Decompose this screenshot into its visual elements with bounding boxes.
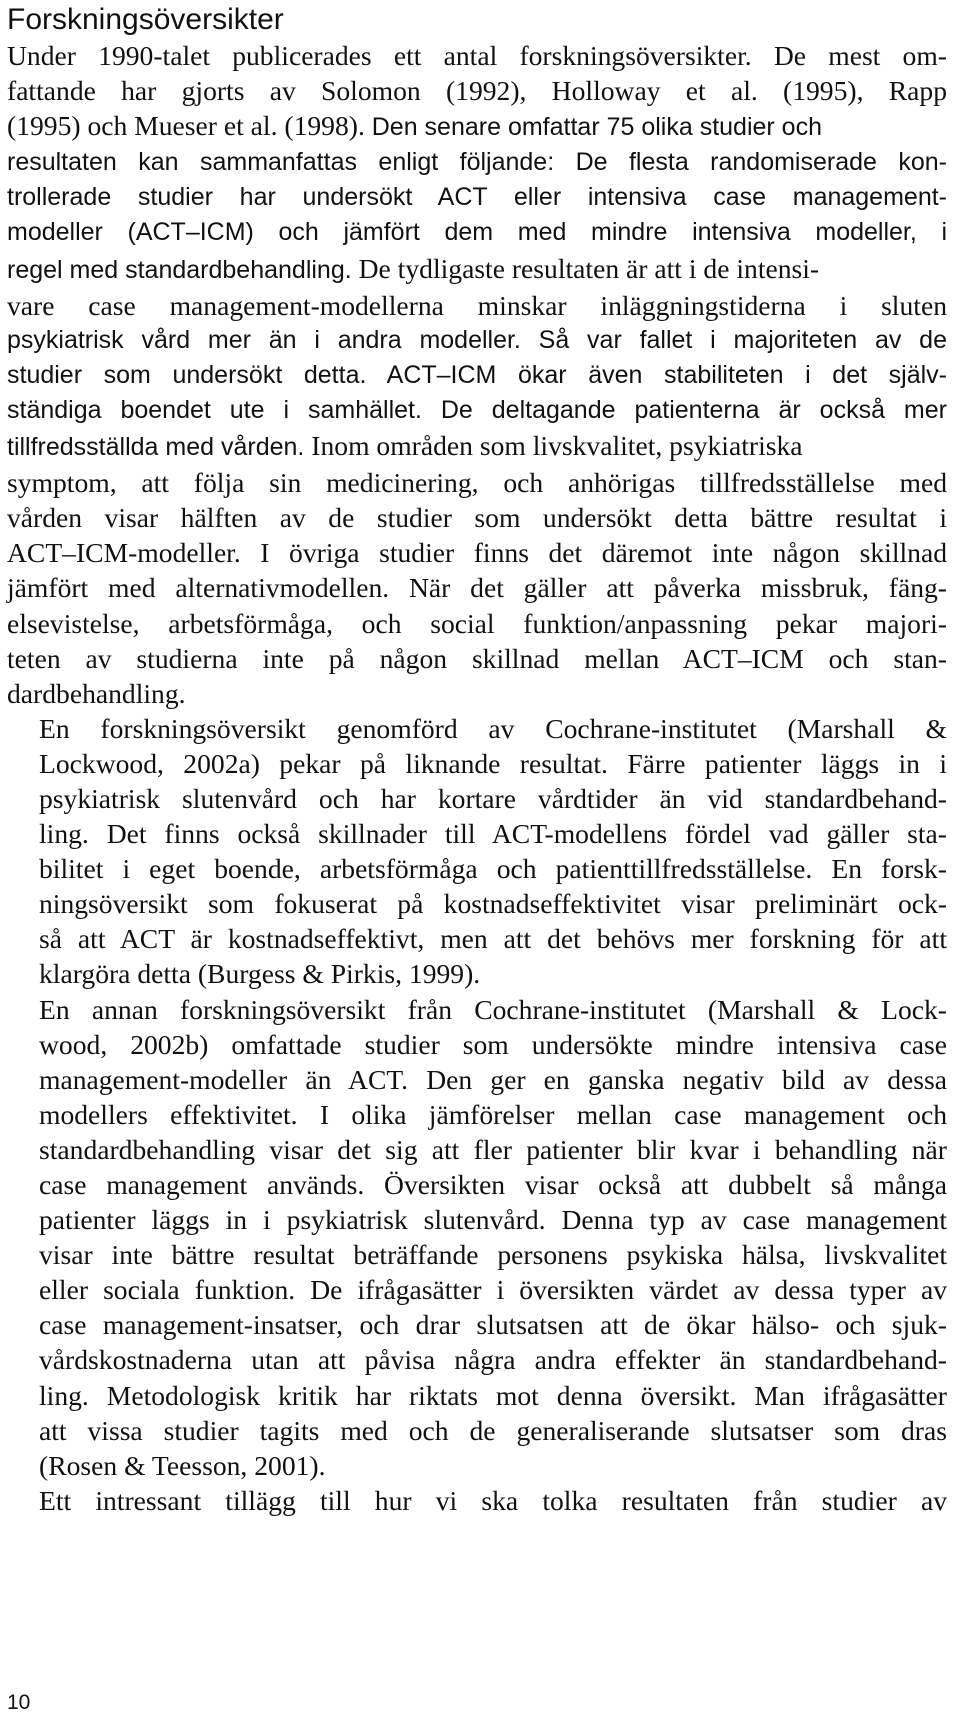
section-heading: Forskningsöversikter (7, 3, 284, 36)
text-line: Lockwood, 2002a) pekar på liknande resultat. Färre patienter läggs in i (39, 747, 947, 779)
text-line: Under 1990-talet publicerades ett antal forskningsöversikter. De mest om- (7, 40, 947, 71)
text-line: psykiatrisk vård mer än i andra modeller. Så var fallet i majoriteten av de (7, 325, 947, 354)
text-line: visar inte bättre resultat beträffande personens psykiska hälsa, livskvalitet (39, 1239, 947, 1271)
text-line: case management-insatser, och drar slutsatsen att de ökar hälso- och sjuk- (39, 1309, 947, 1341)
text-line: att vissa studier tagits med och de generaliserande slutsatser som dras (39, 1414, 947, 1446)
text-line: så att ACT är kostnadseffektivt, men att det behövs mer forskning för att (39, 923, 947, 955)
text-line: management-modeller än ACT. Den ger en ganska negativ bild av dessa (39, 1063, 947, 1095)
text-line: modeller (ACT–ICM) och jämfört dem med mindre intensiva modeller, i (7, 218, 947, 247)
text-line: studier som undersökt detta. ACT–ICM ökar även stabiliteten i det själv- (7, 360, 947, 389)
text-line: standardbehandling visar det sig att fler patienter blir kvar i behandling när (39, 1133, 947, 1165)
text-line: klargöra detta (Burgess & Pirkis, 1999). (39, 958, 481, 990)
text-line: En annan forskningsöversikt från Cochrane-institutet (Marshall & Lock- (39, 993, 947, 1025)
text-line: wood, 2002b) omfattade studier som undersökte mindre intensiva case (39, 1028, 947, 1060)
text-line: modellers effektivitet. I olika jämförelser mellan case management och (39, 1098, 947, 1130)
text-line: ningsöversikt som fokuserat på kostnadseffektivitet visar preliminärt ock- (39, 888, 947, 920)
paragraph-3 (7, 992, 947, 1483)
text-line: tillfredsställda med vården. Inom områden som livskvalitet, psykiatriska (7, 430, 803, 462)
text-line: trollerade studier har undersökt ACT eller intensiva case management- (7, 183, 947, 212)
text-line: En forskningsöversikt genomförd av Cochrane-institutet (Marshall & (39, 712, 947, 744)
text-line: vare case management-modellerna minskar inläggningstiderna i sluten (7, 289, 947, 321)
text-line: eller sociala funktion. De ifrågasätter i översikten värdet av dessa typer av (39, 1274, 947, 1306)
text-line: resultaten kan sammanfattas enligt följande: De flesta randomiserade kon- (7, 148, 947, 177)
paragraph-2 (7, 711, 947, 992)
text-line: (Rosen & Teesson, 2001). (39, 1449, 326, 1481)
text-line: (1995) och Mueser et al. (1998). Den senare omfattar 75 olika studier och (7, 110, 822, 142)
text-line: Ett intressant tillägg till hur vi ska tolka resultaten från studier av (39, 1484, 947, 1516)
text-line: vården visar hälften av de studier som undersökt detta bättre resultat i (7, 502, 947, 534)
text-line: symptom, att följa sin medicinering, och anhörigas tillfredsställelse med (7, 467, 947, 499)
text-line: jämfört med alternativmodellen. När det gäller att påverka missbruk, fäng- (7, 572, 947, 604)
text-line: vårdskostnaderna utan att påvisa några andra effekter än standardbehand- (39, 1344, 947, 1376)
text-line: teten av studierna inte på någon skillnad mellan ACT–ICM och stan- (7, 642, 947, 674)
text-line: patienter läggs in i psykiatrisk slutenvård. Denna typ av case management (39, 1204, 947, 1236)
body-text (7, 38, 947, 1518)
text-line: regel med standardbehandling. De tydligaste resultaten är att i de intensi- (7, 252, 820, 284)
text-line: ling. Metodologisk kritik har riktats mot denna översikt. Man ifrågasätter (39, 1379, 947, 1411)
page-number: 10 (7, 1691, 31, 1714)
text-line: bilitet i eget boende, arbetsförmåga och patienttillfredsställelse. En forsk- (39, 853, 947, 885)
text-line: case management används. Översikten visar också att dubbelt så många (39, 1169, 947, 1200)
text-line: dardbehandling. (7, 677, 186, 709)
text-line: ling. Det finns också skillnader till ACT-modellens fördel vad gäller sta- (39, 818, 947, 850)
paragraph-4 (7, 1483, 947, 1518)
text-line: ständiga boendet ute i samhället. De deltagande patienterna är också mer (7, 395, 947, 424)
text-line: fattande har gjorts av Solomon (1992), Holloway et al. (1995), Rapp (7, 75, 947, 107)
paragraph-1 (7, 38, 947, 711)
text-line: elsevistelse, arbetsförmåga, och social funktion/anpassning pekar majori- (7, 607, 947, 639)
text-line: psykiatrisk slutenvård och har kortare vårdtider än vid standardbehand- (39, 782, 947, 814)
text-line: ACT–ICM-modeller. I övriga studier finns det däremot inte någon skillnad (7, 537, 947, 569)
